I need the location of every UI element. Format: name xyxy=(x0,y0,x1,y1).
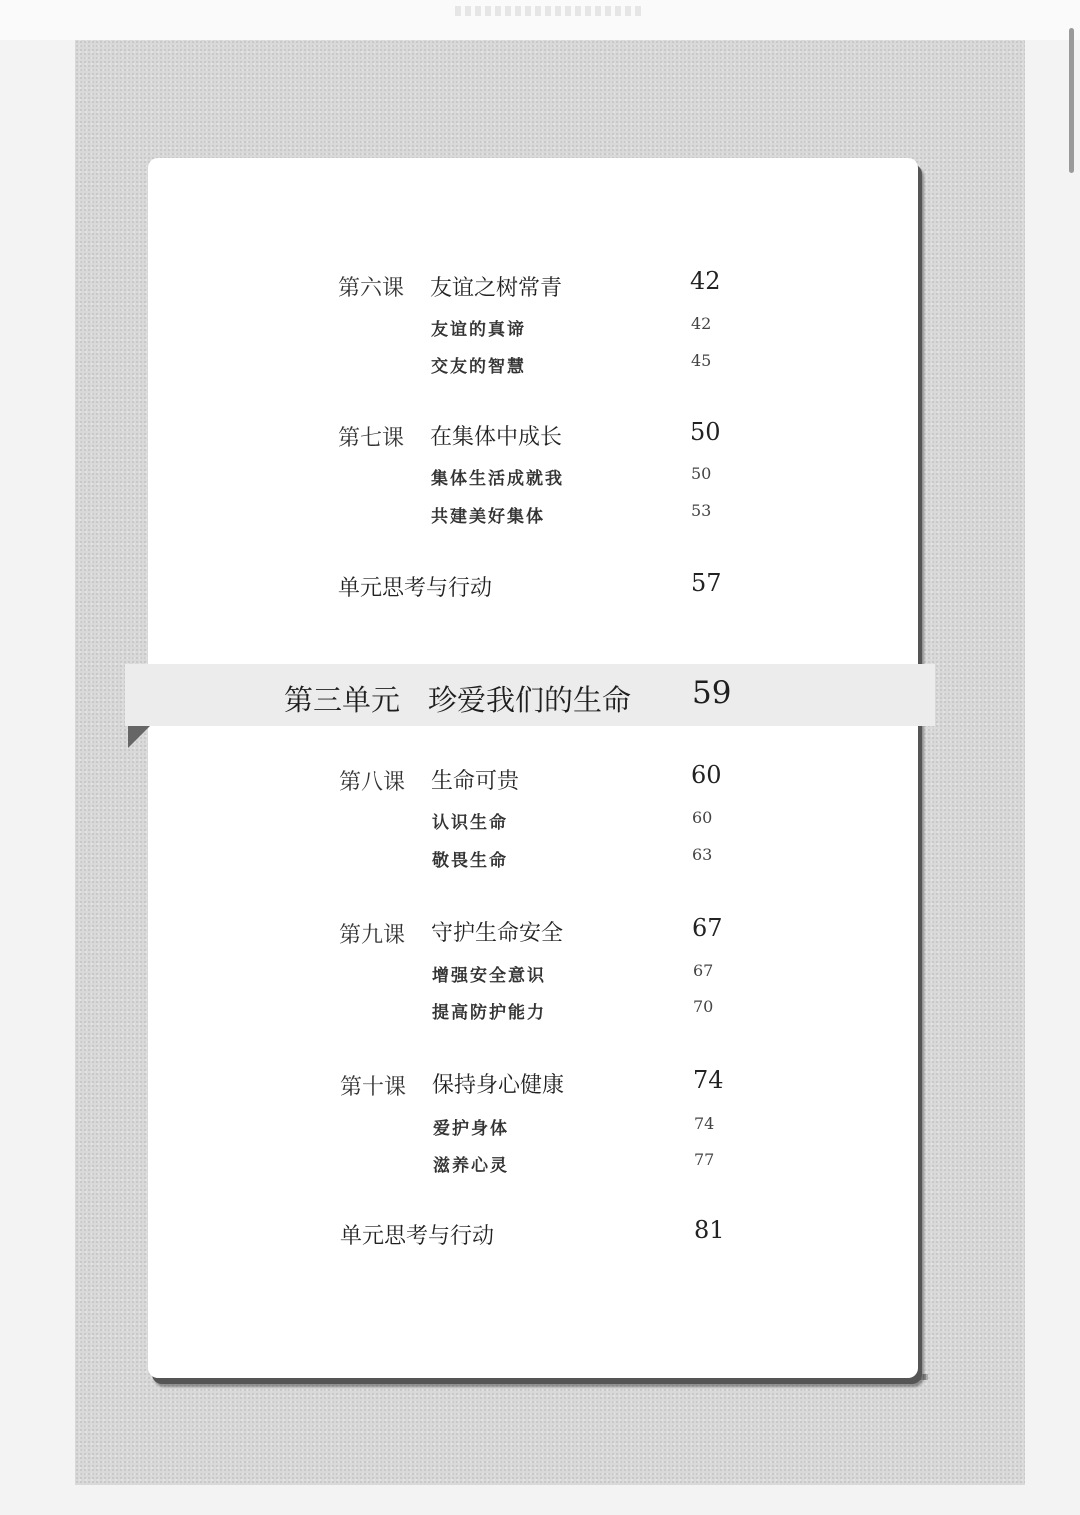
section-page-number: 60 xyxy=(692,808,713,827)
section-title: 认识生命 xyxy=(432,813,508,833)
section-page-number: 67 xyxy=(693,961,714,980)
section-title: 交友的智慧 xyxy=(431,357,526,377)
lesson-page-number: 60 xyxy=(691,761,722,789)
lesson-page-number: 42 xyxy=(690,267,721,295)
toc-page xyxy=(148,158,918,1378)
section-title: 滋养心灵 xyxy=(433,1156,509,1176)
section-title: 增强安全意识 xyxy=(432,966,546,986)
section-page-number: 70 xyxy=(693,997,714,1016)
unit-review-page-number: 57 xyxy=(691,569,722,597)
unit-review-page-number: 81 xyxy=(694,1216,725,1244)
section-page-number: 74 xyxy=(694,1114,715,1133)
section-page-number: 42 xyxy=(691,314,712,333)
lesson-title: 友谊之树常青 xyxy=(430,276,563,301)
section-title: 爱护身体 xyxy=(433,1119,509,1139)
lesson-title: 守护生命安全 xyxy=(431,921,564,946)
lesson-number: 第九课 xyxy=(339,923,406,948)
section-page-number: 77 xyxy=(694,1150,715,1169)
section-title: 友谊的真谛 xyxy=(431,320,526,340)
lesson-page-number: 50 xyxy=(690,418,721,446)
section-page-number: 53 xyxy=(691,501,712,520)
lesson-title: 生命可贵 xyxy=(431,769,520,794)
faint-header-text xyxy=(455,6,645,16)
lesson-page-number: 74 xyxy=(693,1066,724,1094)
unit-number: 第三单元 xyxy=(284,683,401,717)
section-page-number: 63 xyxy=(692,845,713,864)
lesson-title: 在集体中成长 xyxy=(430,425,563,450)
lesson-number: 第八课 xyxy=(339,770,406,795)
lesson-number: 第六课 xyxy=(338,276,405,301)
section-title: 敬畏生命 xyxy=(432,851,508,871)
section-title: 共建美好集体 xyxy=(431,507,545,527)
lesson-number: 第十课 xyxy=(340,1075,407,1100)
section-title: 提高防护能力 xyxy=(432,1003,546,1023)
lesson-page-number: 67 xyxy=(692,914,723,942)
lesson-number: 第七课 xyxy=(338,426,405,451)
unit-header xyxy=(284,678,631,719)
unit-header-fold xyxy=(128,726,150,748)
scrollbar[interactable] xyxy=(1069,28,1074,173)
unit-review-title: 单元思考与行动 xyxy=(338,576,493,601)
unit-subtitle: 珍爱我们的生命 xyxy=(428,683,632,717)
section-page-number: 45 xyxy=(691,351,712,370)
section-title: 集体生活成就我 xyxy=(431,469,564,489)
unit-review-title: 单元思考与行动 xyxy=(340,1224,495,1249)
unit-page-number: 59 xyxy=(692,675,732,711)
lesson-title: 保持身心健康 xyxy=(432,1073,565,1098)
section-page-number: 50 xyxy=(691,464,712,483)
top-margin xyxy=(0,0,1080,40)
